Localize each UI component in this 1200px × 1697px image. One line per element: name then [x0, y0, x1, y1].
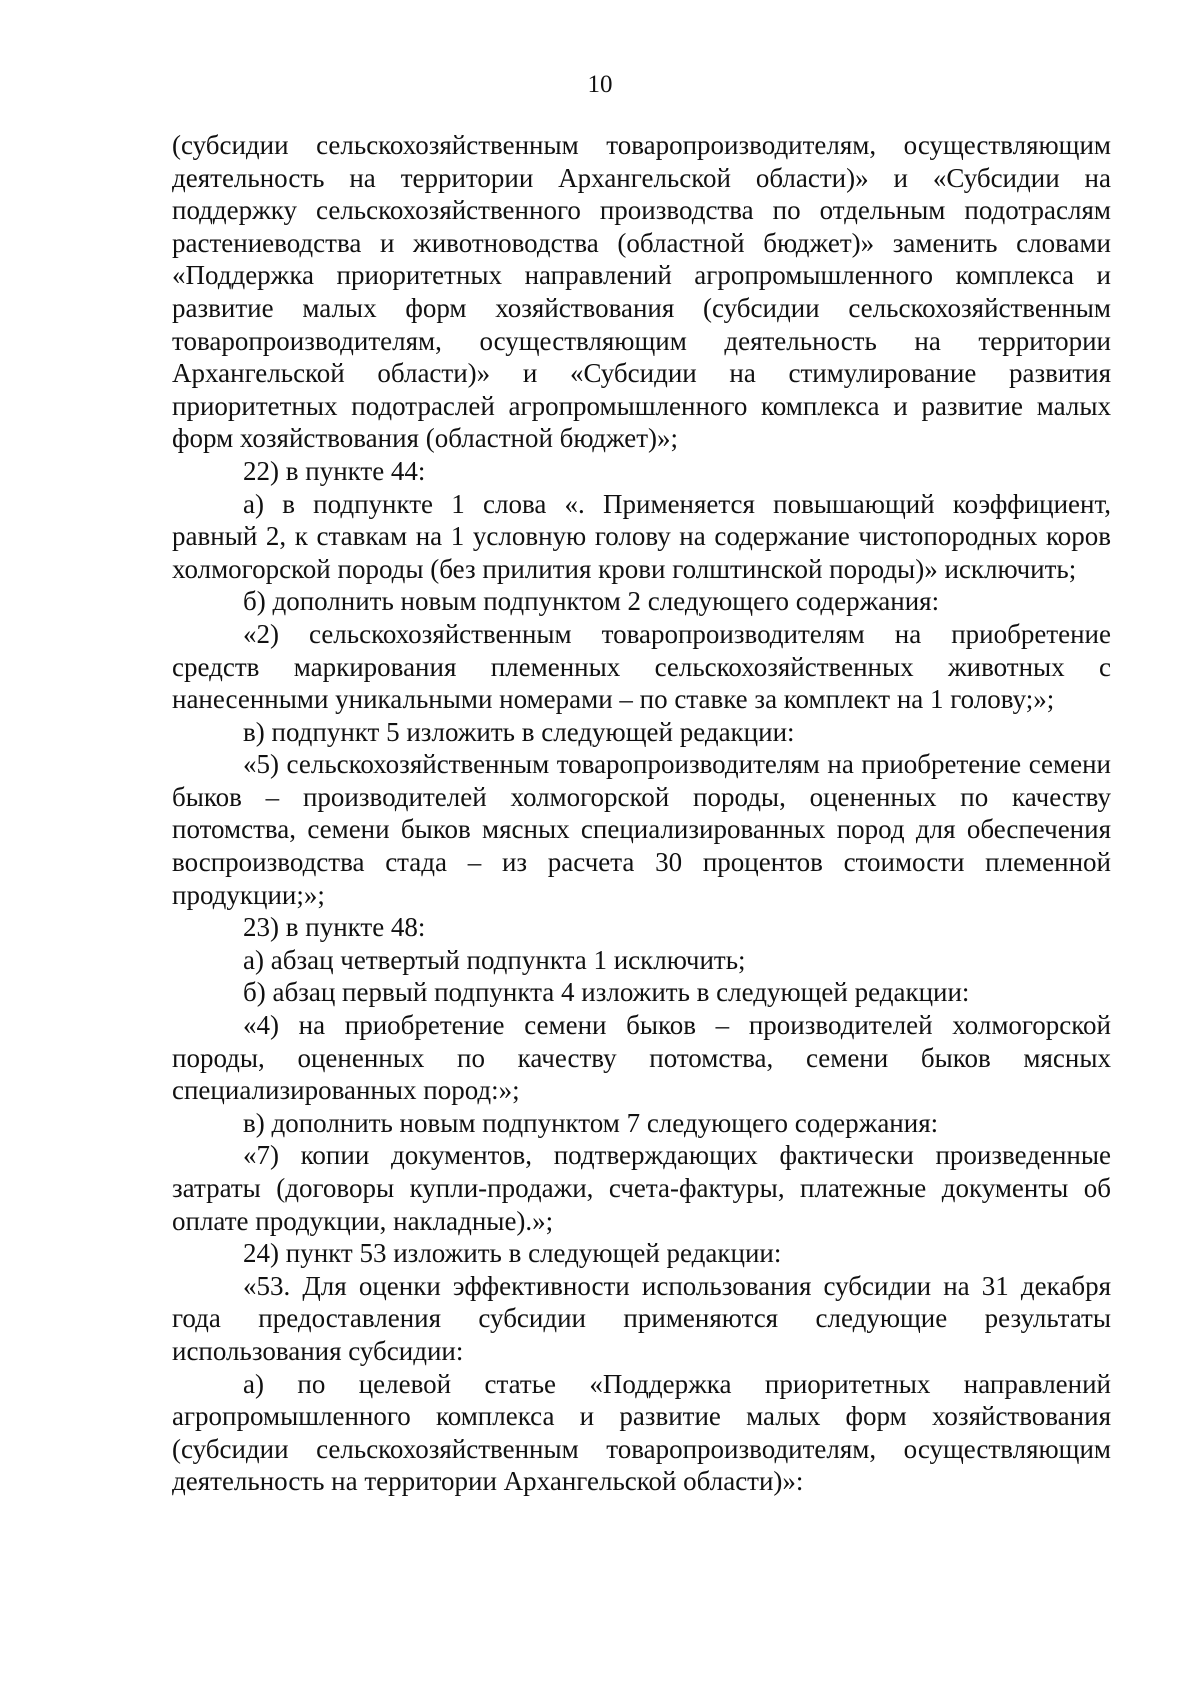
paragraph-subitem-23a: а) абзац четвертый подпункта 1 исключить; [243, 944, 746, 975]
paragraph-quote-4: «4) на приобретение семени быков – производителей холмогорской породы, оцененных по качеству потомства, семени быков мясных специализированных пород:»; [172, 1010, 1111, 1106]
paragraph-subitem-22v: в) подпункт 5 изложить в следующей редакции: [243, 716, 795, 747]
paragraph-subitem-22b: б) дополнить новым подпунктом 2 следующего содержания: [243, 586, 940, 617]
paragraph-item-22: 22) в пункте 44: [243, 455, 426, 486]
paragraph-subitem-23b: б) абзац первый подпункта 4 изложить в следующей редакции: [243, 977, 970, 1008]
paragraph-subitem-23v: в) дополнить новым подпунктом 7 следующего содержания: [243, 1107, 939, 1138]
paragraph-item-24: 24) пункт 53 изложить в следующей редакции: [243, 1238, 782, 1269]
page-number: 10 [587, 71, 613, 98]
paragraph-subitem-53a: а) по целевой статье «Поддержка приоритетных направлений агропромышленного комплекса и развитие малых форм хозяйствования (субсидии сельскохозяйственным товаропроизводителям, осуществляющим деятельность на территории Архангельской области)»: [172, 1368, 1111, 1497]
paragraph-quote-2: «2) сельскохозяйственным товаропроизводителям на приобретение средств маркирования племенных сельскохозяйственных животных с нанесенными уникальными номерами – по ставке за комплект на 1 голову;»; [172, 618, 1111, 715]
paragraph-subitem-22a: а) в подпункте 1 слова «. Применяется повышающий коэффициент, равный 2, к ставкам на 1 условную голову на содержание чистопородных коров холмогорской породы (без прилития крови голштинской породы)» исключить; [172, 488, 1111, 584]
paragraph-item-23: 23) в пункте 48: [243, 912, 426, 943]
paragraph-quote-53: «53. Для оценки эффективности использования субсидии на 31 декабря года предоставления субсидии применяются следующие результаты использования субсидии: [172, 1270, 1111, 1366]
paragraph-quote-5: «5) сельскохозяйственным товаропроизводителям на приобретение семени быков – производителей холмогорской породы, оцененных по качеству потомства, семени быков мясных специализированных пород для обеспечения воспроизводства стада – из расчета 30 процентов стоимости племенной продукции;»; [172, 749, 1111, 910]
paragraph-continuation: (субсидии сельскохозяйственным товаропроизводителям, осуществляющим деятельность на территории Архангельской области)» и «Субсидии на поддержку сельскохозяйственного производства по отдельным подотраслям растениеводства и животноводства (областной бюджет)» заменить словами «Поддержка приоритетных направлений агропромышленного комплекса и развитие малых форм хозяйствования (субсидии сельскохозяйственным товаропроизводителям, осуществляющим деятельность на территории Архангельской области)» и «Субсидии на стимулирование развития приоритетных подотраслей агропромышленного комплекса и развитие малых форм хозяйствования (областной бюджет)»; [172, 130, 1111, 454]
paragraph-quote-7: «7) копии документов, подтверждающих фактически произведенные затраты (договоры купли-продажи, счета-фактуры, платежные документы об оплате продукции, накладные).»; [172, 1140, 1111, 1236]
document-body [172, 129, 1111, 1498]
